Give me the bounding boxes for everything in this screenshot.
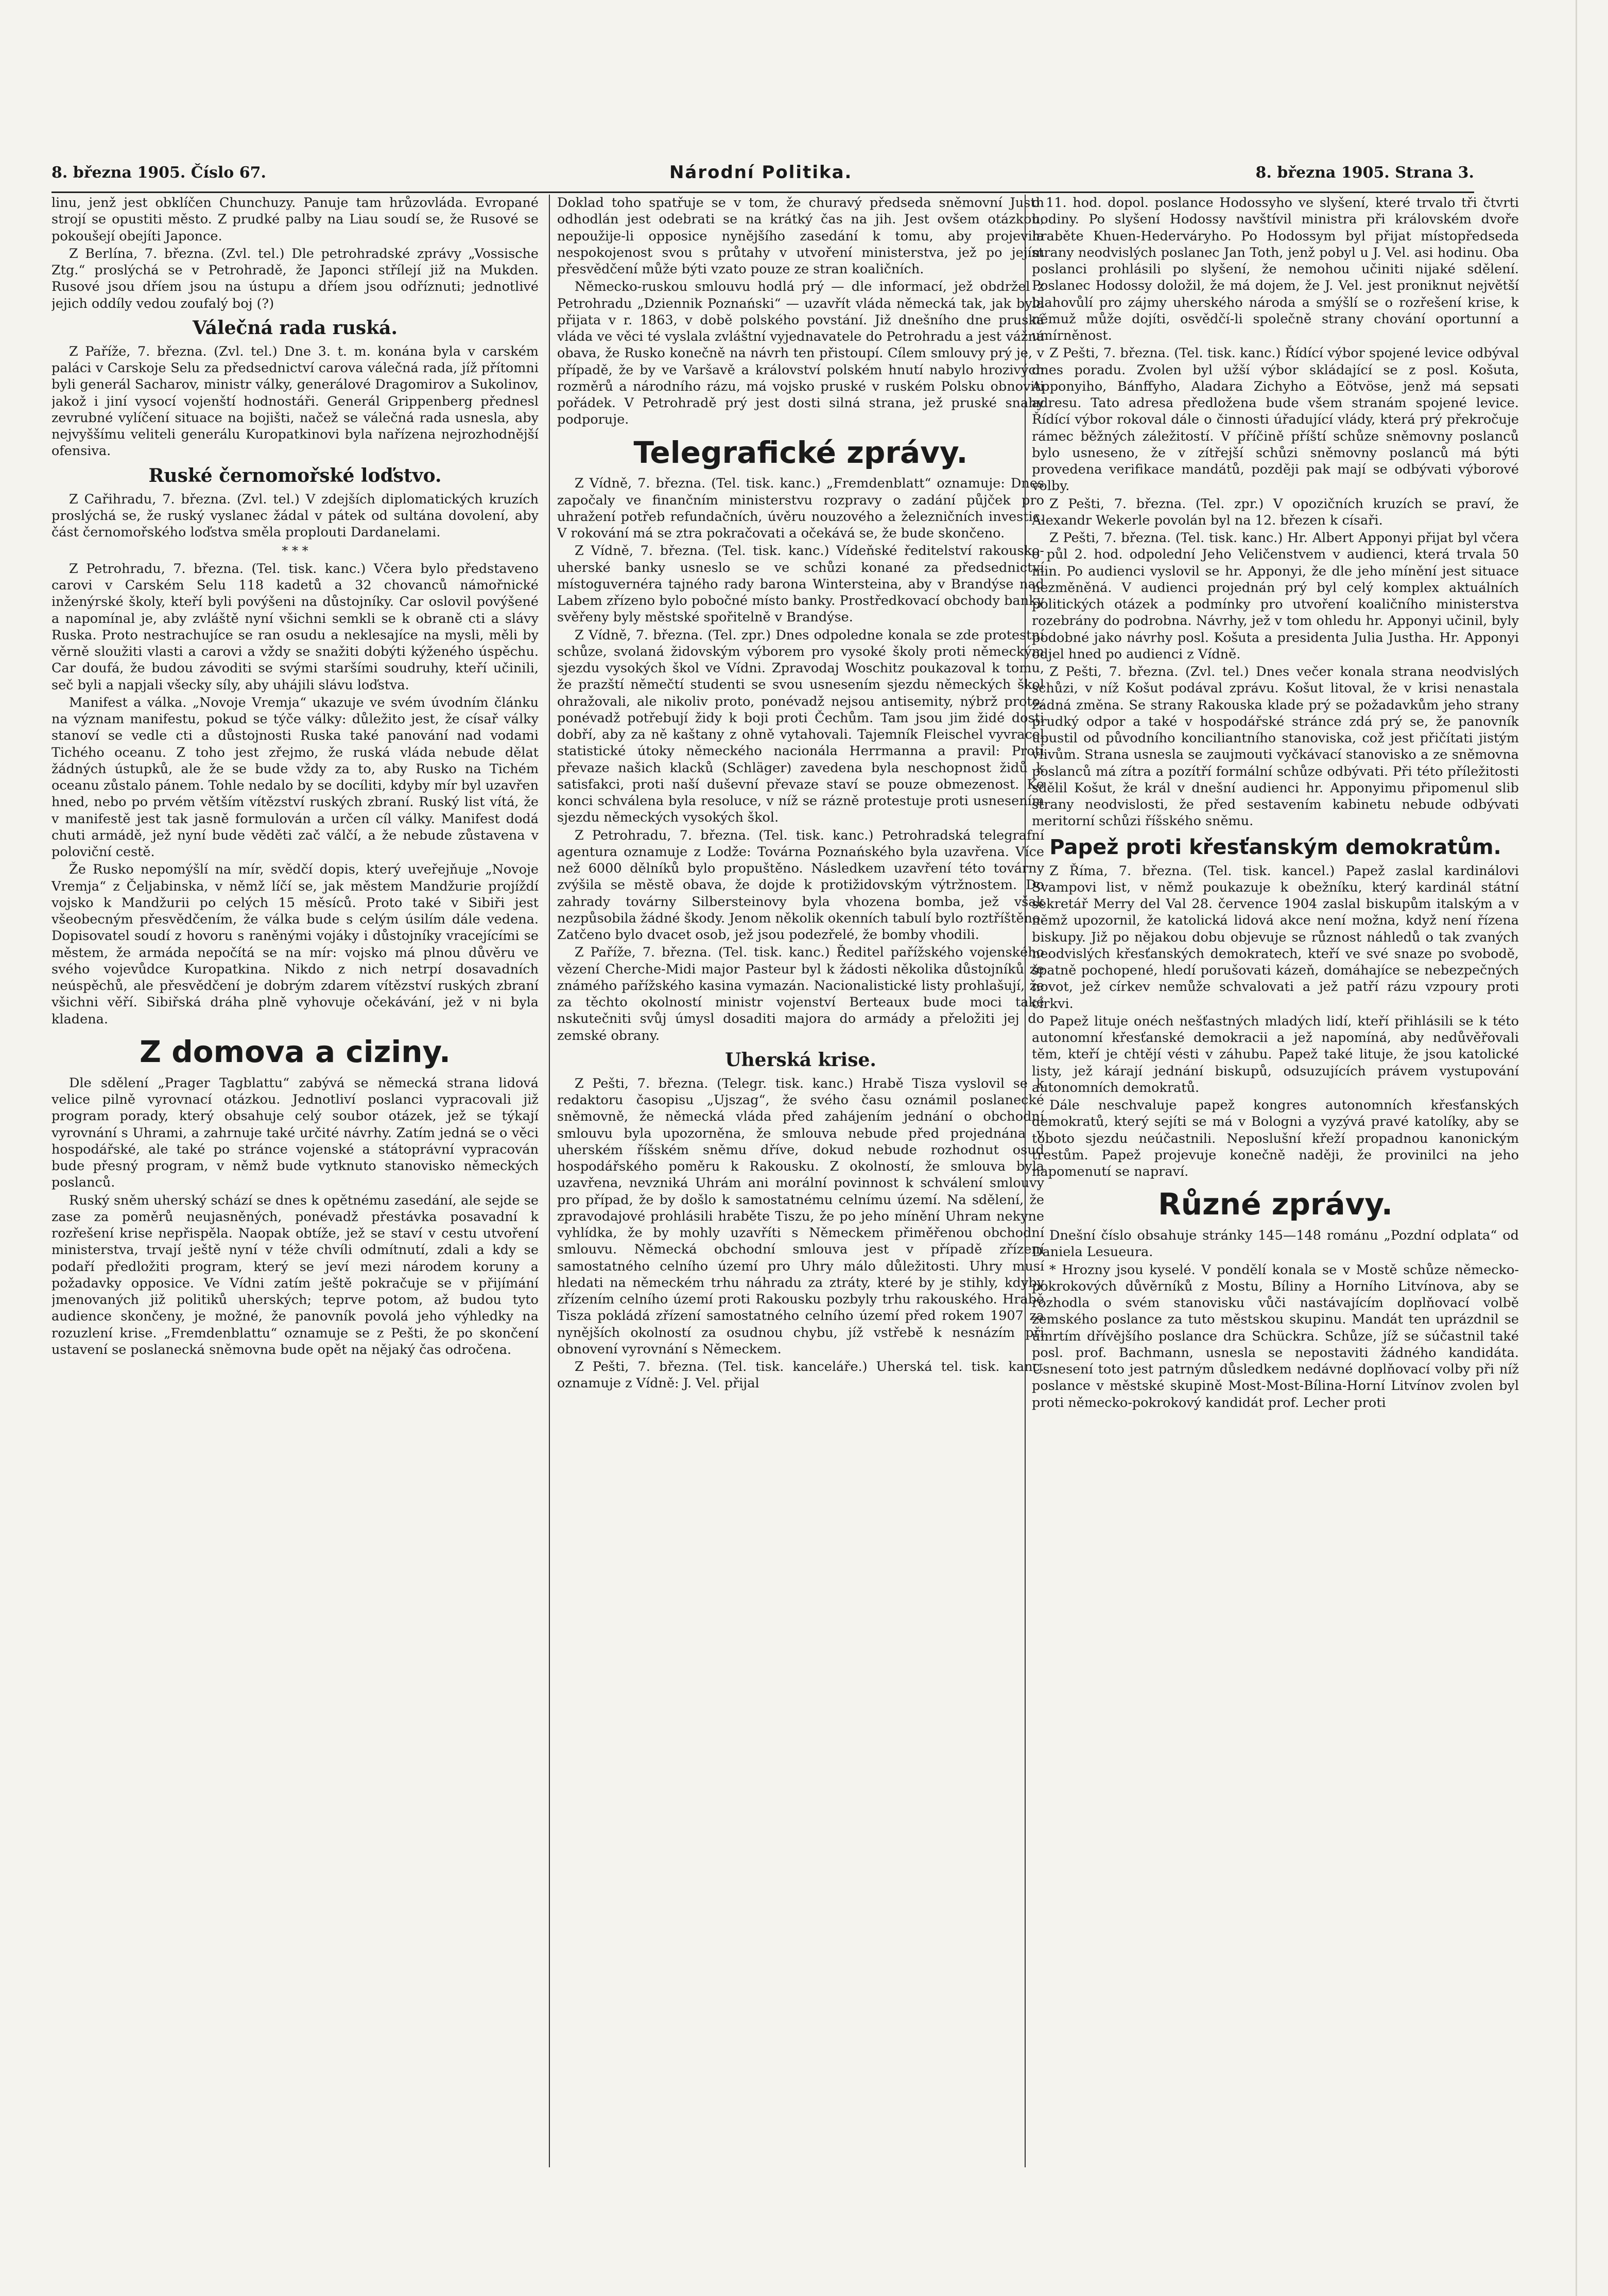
article-paragraph: o 11. hod. dopol. poslance Hodossyho ve slyšení, které trvalo tři čtvrti hodiny. Po slyšení Hodossy navštívil ministra při královském dvoře hraběte Khuen-Hederváryho. Po Hodossym byl přijat místopředseda strany neodvislých poslanec Jan Toth, jenž pobyl u J. Vel. asi hodinu. Oba poslanci prohlásili po slyšení, že nemohou učiniti nijaké sdělení. Poslanec Hodossy doložil, že má dojem, že J. Vel. jest proniknut největší blahovůlí pro zájmy uherského národa a smýšlí se o rozřešení krise, k němuž může dojíti, osvědčí-li společně strany chování oportunní a umírněnost.	[1032, 195, 1519, 343]
column-1	[51, 195, 539, 2167]
article-paragraph: Z Paříže, 7. března. (Zvl. tel.) Dne 3. t. m. konána byla v carském paláci v Carskoje Selu za předsednictví carova válečná rada, jíž přítomni byli generál Sacharov, ministr války, generálové Dragomirov a Sukolinov, jakož i jiní vysocí vojenští hodnostáři. Generál Grippenberg přednesl zevrubné vylíčení situace na bojišti, načež se válečná rada usnesla, aby nejvyššímu veliteli generálu Kuropatkinovi byla nařízena nejrozhodnější ofensiva.	[51, 343, 539, 459]
section-heading: Válečná rada ruská.	[192, 317, 398, 339]
article-paragraph: Z Vídně, 7. března. (Tel. zpr.) Dnes odpoledne konala se zde protestní schůze, svolaná židovským výborem pro vysoké školy proti německým sjezdu vysokých škol ve Vídni. Zpravodaj Woschitz poukazoval k tomu, že prazští němečtí studenti se svou usnesením sjezdu německých škol ohražovali, ale nikoliv proto, ponévadž nejsou antisemity, nýbrž proto, ponévadž potřebují židy k boji proti Čechům. Tam jsou jim židé dosti dobří, aby za ně kaštany z ohně vytahovali. Tajemník Fleischel vyvracel statistické útoky německého nacionála Herrmanna a pravil: Proti převaze našich klacků (Schläger) zavedena byla neschopnost židů k satisfakci, proti naší duševní převaze staví se pouze obmezenost. Ke konci schválena byla resoluce, v níž se rázně protestuje proti usnesením sjezdu německých vysokých škol.	[557, 627, 1044, 826]
article-paragraph: Z Pešti, 7. března. (Tel. tisk. kanc.) Hr. Albert Apponyi přijat byl včera o půl 2. hod. odpolední Jeho Veličenstvem v audienci, která trvala 50 min. Po audienci vyslovil se hr. Apponyi, že dle jeho mínění jest situace nezměněná. V audienci projednán prý byl celý komplex aktuálních politických otázek a podmínky pro utvoření koaličního ministerstva rozebrány do podrobna. Návrhy, jež v tom ohledu hr. Apponyi učinil, byly podobné jako návrhy posl. Košuta a presidenta Julia Justha. Hr. Apponyi odjel hned po audienci z Vídně.	[1032, 530, 1519, 662]
section-heading: Telegrafické zprávy.	[633, 434, 968, 470]
section-heading: Různé zprávy.	[1158, 1187, 1393, 1222]
article-paragraph: Z Berlína, 7. března. (Zvl. tel.) Dle petrohradské zprávy „Vossische Ztg.“ proslýchá se v Petrohradě, že Japonci střílejí již na Mukden. Rusové jsou dříem jsou na ústupu a dříem jsou odříznuti; jednotlivé jejich oddíly vedou zoufalý boj (?)	[51, 246, 539, 311]
page-crease	[1576, 0, 1577, 2296]
article-paragraph: Doklad toho spatřuje se v tom, že churavý předseda sněmovní Justh odhodlán jest odebrati se na krátký čas na jih. Jest ovšem otázkou, nepoužije-li opposice nynějšího zasedání k tomu, aby projevila nespokojenost svou s průtahy v utvoření ministerstva, jež po jejím přesvědčení může býti vzato pouze ze stran koaličních.	[557, 195, 1044, 277]
column-3	[1032, 195, 1519, 2167]
article-paragraph: * Hrozny jsou kyselé. V pondělí konala se v Mostě schůze německo-pokrokových důvěrníků z Mostu, Bíliny a Horního Litvínova, aby se rozhodla o svém stanovisku vůči nastávajícím doplňovací volbě zemského poslance za tuto městskou skupinu. Mandát ten uprázdnil se úmrtím dřívějšího poslance dra Schückra. Schůze, jíž se súčastnil také posl. prof. Bachmann, usnesla se nepostaviti žádného kandidáta. Usnesení toto jest patrným důsledkem nedávné doplňovací volby při níž poslance v městské skupině Most-Most-Bílina-Horní Litvínov zvolen byl proti německo-pokrokový kandidát prof. Lecher proti	[1032, 1262, 1519, 1411]
article-paragraph: Papež lituje onéch nešťastných mladých lidí, kteří přihlásili se k této autonomní křesťanské demokracii a jež napomíná, aby nedůvěřovali těm, kteří je chtějí vésti v záhubu. Papež také lituje, že jsou katolické listy, jež kárají jednání biskupů, odsuzujících právem vystupování autonomních demokratů.	[1032, 1013, 1519, 1095]
article-paragraph: linu, jenž jest obklíčen Chunchuzy. Panuje tam hrůzovláda. Evropané strojí se opustiti město. Z prudké palby na Liau soudí se, že Rusové se pokoušejí obejíti Japonce.	[51, 195, 539, 244]
article-paragraph: Dále neschvaluje papež kongres autonomních křesťanských demokratů, který sejíti se má v Bologni a vyzývá pravé katolíky, aby se toboto sjezdu neúčastnili. Neposlušní křeží propadnou kanonickým trestům. Papež projevuje konečně naději, že provinilci na jeho napomenutí se napraví.	[1032, 1098, 1519, 1179]
article-paragraph: Z Pešti, 7. března. (Tel. zpr.) V opozičních kruzích se praví, že Alexandr Wekerle povolán byl na 12. březen k císaři.	[1032, 496, 1519, 528]
header-date-page: 8. března 1905. Strana 3.	[1255, 163, 1474, 182]
article-paragraph: Z Cařihradu, 7. března. (Zvl. tel.) V zdejších diplomatických kruzích proslýchá se, že ruský vyslanec žádal v pátek od sultána dovolení, aby část černomořského loďstva směla proplouti Dardanelami.	[51, 491, 539, 541]
column-2	[557, 195, 1044, 2167]
section-heading: Z domova a ciziny.	[139, 1034, 451, 1069]
article-paragraph: Manifest a válka. „Novoje Vremja“ ukazuje ve svém úvodním článku na význam manifestu, pokud se týče války: důležito jest, že císař války stanoví se vedle cti a důstojnosti Ruska také panování nad vodami Tichého oceanu. Z toho jest zřejmo, že ruská vláda nebude dělat žádných ústupků, ale že se bude vždy za to, aby Rusko na Tichém oceanu zůstalo pánem. Tohle nedalo by se docíliti, kdyby mír byl uzavřen hned, nebo po prvém větším vítězství ruských zbraní. Ruský list vítá, že v manifestě jest tak jasně formulován a určen cíl války. Manifest dodá chuti armádě, jež nyní bude věděti zač válčí, a že nebude zůstavena v poloviční cestě.	[51, 694, 539, 860]
article-paragraph: Z Paříže, 7. března. (Tel. tisk. kanc.) Ředitel pařížského vojenského vězení Cherche-Midi major Pasteur byl k žádosti několika důstojníků ze známého pařížského kasina vymazán. Nacionalistické listy prohlašují, že za těchto okolností ministr vojenství Berteaux bude moci také nskutečniti svůj úmysl dosaditi majora do armády a přeložiti jej do zemské obrany.	[557, 945, 1044, 1043]
article-paragraph: Ruský sněm uherský schází se dnes k opětnému zasedání, ale sejde se zase za poměrů neujasněných, ponévadž přestávka posavadní k rozřešení krise nepřispěla. Naopak obtíže, jež se staví v cestu utvoření ministerstva, trvají ještě nyní v téže chvíli odmítnutí, zdali a kdy se podaří předložiti program, který se jeví mezi národem koruny a požadavky opposice. Ve Vídni zatím ještě pokračuje se v přijímání jmenovaných již politiků uherských; teprve potom, až budou tyto audience skončeny, je možné, že panovník povolá jeho výhledky na rozuzlení krise. „Fremdenblattu“ oznamuje se z Pešti, že po skončení ustavení se poslanecká sněmovna bude opět na nějaký čas odročena.	[51, 1192, 539, 1358]
article-paragraph: Z Vídně, 7. března. (Tel. tisk. kanc.) „Fremdenblatt“ oznamuje: Dnes započaly ve finančním ministerstvu rozpravy o zadání půjček pro uhražení potřeb refundačních, úvěru nouzového a železničních investic. V rokování má se ztra pokračovati a očekává se, že bude skončeno.	[557, 476, 1044, 542]
article-paragraph: Z Petrohradu, 7. března. (Tel. tisk. kanc.) Petrohradská telegrafní agentura oznamuje z Lodže: Továrna Poznańského byla uzavřena. Více než 6000 dělníků bylo propuštěno. Následkem uzavření této továrny zvýšila se městě obava, že dojde k protižidovským výtržnostem. Do zahrady továrny Silbersteinovy byla vhozena bomba, jež však nezpůsobila žádné škody. Jenom několik okenních tabulí bylo roztříštěno. Zatčeno bylo dvacet osob, jež jsou podezřelé, že bomby vhodili.	[557, 827, 1044, 943]
section-heading: Uherská krise.	[725, 1049, 876, 1071]
article-paragraph: Z Říma, 7. března. (Tel. tisk. kancel.) Papež zaslal kardinálovi Svampovi list, v němž poukazuje k obežníku, který kardinál státní sekretář Merry del Val 28. července 1904 zaslal biskupům italským a v němž upozornil, že katolická lidová akce není možna, když není řízena biskupy. Již po nějakou dobu objevuje se různost náhledů o tak zvaných neodvislých křesťanských demokratech, kteří ve své snaze po svobodě, špatně pochopené, hledí porušovati kázeň, domáhajíce se nebezpečných novot, jež církev nemůže schvalovati a jež patří rázu vzpoury proti církvi.	[1032, 863, 1519, 1012]
article-paragraph: Dle sdělení „Prager Tagblattu“ zabývá se německá strana lidová velice pilně vyrovnací otázkou. Jednotliví poslanci vypracovali již program porady, který obsahuje celý soubor otázek, jež se týkají vyrovnání s Uhrami, a zahrnuje také určité návrhy. Zatím jedná se o věci hospodářské, ale také po stránce vojenské a státoprávní vypracován bude přesný program, v němž bude vytknuto stanovisko německých poslanců.	[51, 1075, 539, 1191]
header-rule	[51, 192, 1474, 193]
section-heading: Papež proti křesťanským demokratům.	[1049, 835, 1501, 859]
header-date-issue: 8. března 1905. Číslo 67.	[51, 163, 266, 182]
article-paragraph: Z Pešti, 7. března. (Telegr. tisk. kanc.) Hrabě Tisza vyslovil se k redaktoru časopisu „Ujszag“, že svého času oznámil poslanecké sněmovně, že německá vláda před zahájením jednání o obchodní smlouvu byla upozorněna, že smlouva nebude před projednána v uherském říšském sněmu dříve, dokud nebude rozhodnut osud hospodářského poměru k Rakousku. Z okolností, že smlouva byla uzavřena, nevzniká Uhrám ani morální povinnost k schválení smlouvy pro případ, že by došlo k samostatnému celnímu území. Na sdělení, že zpravodajové prohlásili hraběte Tiszu, že po jeho mínění Uhram nekyne vyhlídka, že by mohly uzavříti s Německem přiměřenou obchodní smlouvu. Německá obchodní smlouva jest v případě zřízení samostatného celního území pro Uhry málo důležitosti. Uhry musí hledati na německém trhu náhradu za ztráty, které by je stihly, kdyby zřízením celního území proti Rakousku pozbyly trhu rakouského. Hrabě Tisza pokládá zřízení samostatného celního území před rokem 1907 za nynějších okolností za osudnou chybu, jíž vstřebě k nesnázím při obnovení vyrovnání s Německem.	[557, 1075, 1044, 1357]
article-paragraph: Z Pešti, 7. března. (Zvl. tel.) Dnes večer konala strana neodvislých schůzi, v níž Košut podával zprávu. Košut litoval, že v krisi nenastala žádná změna. Se strany Rakouska klade prý se požadavkům jeho strany prudký odpor a také v hospodářské stránce zdá prý se, že panovník upustil od původního konciliantního stanoviska, což jest přičítati jistým vlivům. Strana usnesla se zaujmouti vyčkávací stanovisko a ze sněmovna poslanců má zítra a pozítří formální schůze odbývati. Při této příležitosti sdělil Košut, že král v dnešní audienci hr. Apponyimu připomenul slib strany neodvislosti, že před sestavením kabinetu nebude odbývati meritorní schůzi říšského sněmu.	[1032, 664, 1519, 829]
article-paragraph: Německo-ruskou smlouvu hodlá prý — dle informací, jež obdržel z Petrohradu „Dziennik Poznański“ — uzavřít vláda německá tak, jak byla přijata v r. 1863, v době polského povstání. Již dnešního dne pruská vláda ve věci té vyslala zvláštní vyjednavatele do Petrohradu a jest vážná obava, že Rusko konečně na návrh ten přistoupí. Cílem smlouvy prý je, v případě, že by ve Varšavě a království polském hnutí nabylo hrozivých rozměrů a národního rázu, má vojsko pruské v ruském Polsku obnoviti pořádek. V Petrohradě prý jest dosti silná strana, jež pruské snahy podporuje.	[557, 279, 1044, 428]
page-header	[51, 154, 1474, 190]
article-paragraph: Z Pešti, 7. března. (Tel. tisk. kanc.) Řídící výbor spojené levice odbýval dnes poradu. Zvolen byl užší výbor skládající se z posl. Košuta, Apponyiho, Bánffyho, Aladara Zichyho a Eötvöse, jenž má sepsati adresu. Tato adresa předložena bude všem stranám spojené levice. Řídící výbor rokoval dále o činnosti úřadující vlády, která prý překročuje rámec běžných záležitostí. V příčině příští schůze sněmovny poslanců bylo usneseno, že v zítřejší schůzi sněmovny poslanců má býti provedena verifikace mandátů, později pak mají se odbývati výborové volby.	[1032, 345, 1519, 494]
article-paragraph: Z Petrohradu, 7. března. (Tel. tisk. kanc.) Včera bylo představeno carovi v Carském Selu 118 kadetů a 32 chovanců námořnické inženýrské školy, kteří byli povýšeni na důstojníky. Car oslovil povýšené a napomínal je, aby zvláště nyní všichni semkli se k obraně cti a slávy Ruska. Proto nestrachujíce se ran osudu a neklesajíce na mysli, měli by věrně sloužiti vlasti a carovi a vždy se snažiti dobýti kýženého úspěchu. Car doufá, že budou závoditi se svými staršími soudruhy, kteří učinili, seč byli a napjali všecky síly, aby uhájili slávu loďstva.	[51, 561, 539, 693]
article-paragraph: Dnešní číslo obsahuje stránky 145—148 románu „Pozdní odplata“ od Daniela Lesueura.	[1032, 1228, 1519, 1260]
article-paragraph: Že Rusko nepomýšlí na mír, svědčí dopis, který uveřejňuje „Novoje Vremja“ z Čeljabinska, v němž líčí se, jak městem Mandžurie projíždí vojsko k Mandžurii po celých 15 měsíců. Proto také v Sibiři jest všeobecným přesvědčením, že válka bude s celým úsilím dále vedena. Dopisovatel soudí z hovoru s raněnými vojáky i důstojníky vracejícími se městem, že armáda nepočítá se na mír: vojsko má plnou důvěru ve svého vojevůdce Kuropatkina. Nikdo z nich netrpí dosavadních neúspěchů, ale přesvědčení je dobrým zdarem vítězství ruských zbraní všichni věří. Sibiřská dráha plně vyhovuje očekávání, jež v ni byla kladena.	[51, 862, 539, 1027]
article-paragraph: Z Vídně, 7. března. (Tel. tisk. kanc.) Vídeňské ředitelství rakousko-uherské banky usneslo se ve schůzi konané za předsednictví místoguvernéra tajného rady barona Wintersteina, aby v Brandýse nad Labem zřízeno bylo pobočné místo banky. Prostředkovací obchody banky svěřeny byly městské spořitelně v Brandýse.	[557, 543, 1044, 625]
column-divider	[549, 195, 550, 2167]
masthead: Národní Politika.	[669, 162, 853, 183]
separator-stars: * * *	[282, 543, 308, 558]
section-heading: Ruské černomořské loďstvo.	[148, 464, 442, 486]
article-paragraph: Z Pešti, 7. března. (Tel. tisk. kanceláře.) Uherská tel. tisk. kanc. oznamuje z Vídně: J. Vel. přijal	[557, 1359, 1044, 1391]
